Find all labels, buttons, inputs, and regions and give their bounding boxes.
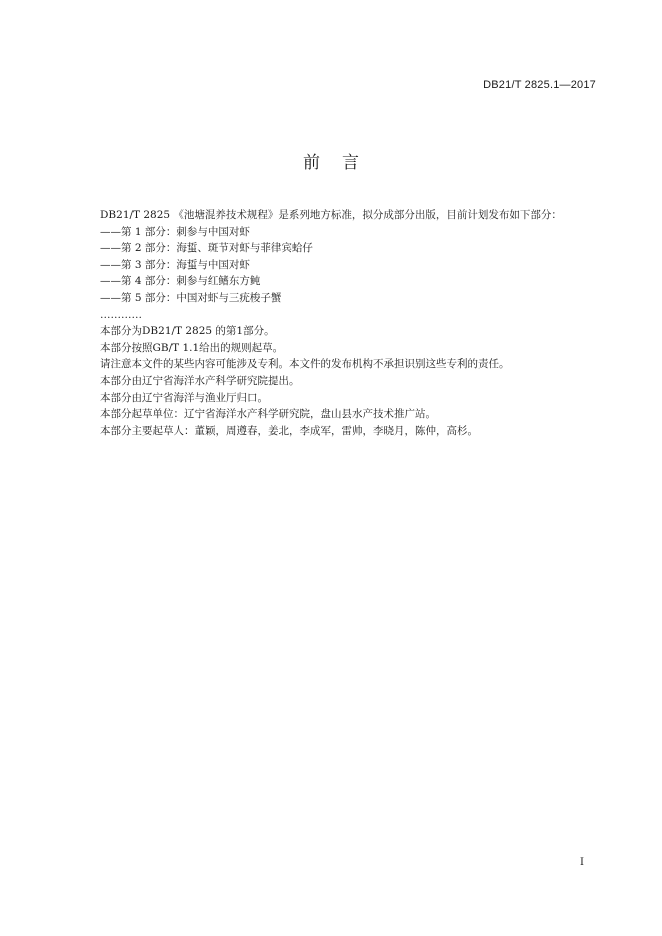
- statement-line: 本部分按照GB/T 1.1给出的规则起草。: [100, 341, 284, 354]
- list-ellipsis: …………: [100, 308, 142, 321]
- document-code: DB21/T 2825.1—2017: [483, 79, 596, 91]
- intro-paragraph: DB21/T 2825 《池塘混养技术规程》是系列地方标准，拟分成部分出版，目前计划发布如下部分：: [100, 209, 562, 221]
- part-list-item: ——第 5 部分：中国对虾与三疣梭子蟹: [100, 291, 282, 304]
- statement-line: 本部分由辽宁省海洋与渔业厅归口。: [100, 391, 268, 404]
- part-list-item: ——第 3 部分：海蜇与中国对虾: [100, 258, 250, 271]
- drafting-units: 本部分起草单位：辽宁省海洋水产科学研究院，盘山县水产技术推广站。: [100, 408, 436, 421]
- page-number: I: [580, 857, 584, 868]
- drafters: 本部分主要起草人：董颖，周遵春，姜北，李成军，雷帅，李晓月，陈仲，高杉。: [100, 424, 478, 437]
- foreword-body: [100, 207, 600, 439]
- part-list-item: ——第 2 部分：海蜇、斑节对虾与菲律宾蛤仔: [100, 242, 313, 255]
- page-title: 前言: [303, 153, 381, 173]
- patent-notice: 请注意本文件的某些内容可能涉及专利。本文件的发布机构不承担识别这些专利的责任。: [100, 358, 510, 371]
- part-list-item: ——第 4 部分：刺参与红鳍东方鲀: [100, 275, 261, 288]
- statement-line: 本部分为DB21/T 2825 的第1部分。: [100, 325, 275, 338]
- part-list-item: ——第 1 部分：刺参与中国对虾: [100, 225, 250, 238]
- statement-line: 本部分由辽宁省海洋水产科学研究院提出。: [100, 374, 300, 387]
